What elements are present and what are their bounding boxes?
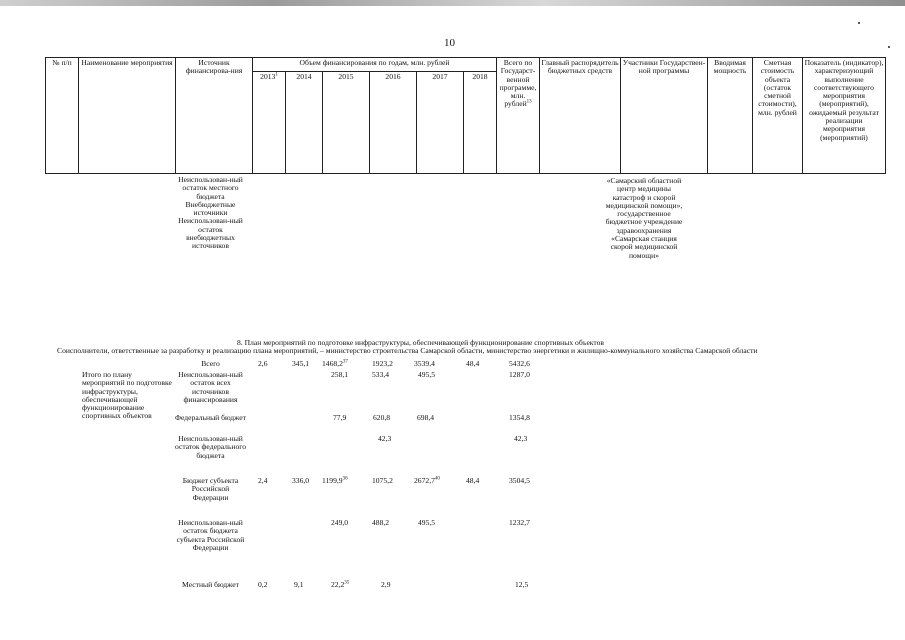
header-year: 2015: [323, 72, 370, 174]
cell-2017: 495,5: [418, 518, 436, 527]
cell-2013: 2,4: [258, 476, 268, 485]
cell-2018: 48,4: [466, 359, 480, 368]
cell-total: 3504,5: [509, 476, 530, 485]
cell-2017: 2672,7$^{40}$: [414, 476, 440, 485]
header-volume: Объем финансирования по годам, млн. рублей: [253, 58, 497, 72]
cell-2016: 2,9: [381, 580, 391, 589]
row-source: Неиспользован-ный остаток бюджета субъекта Российской Федерации: [176, 518, 245, 552]
cell-2014: 345,1: [292, 359, 310, 368]
header-year: 2017: [417, 72, 464, 174]
header-name: Наименование мероприятия: [79, 58, 176, 174]
header-source: Источник финансирова-ния: [176, 58, 253, 174]
cell-2016: 1923,2: [372, 359, 393, 368]
row-source: Неиспользован-ный остаток всех источников финансирования: [178, 370, 243, 404]
header-year: 2016: [370, 72, 417, 174]
cell-2018: 48,4: [466, 476, 480, 485]
header-table: [45, 57, 886, 174]
section-title: 8. План мероприятий по подготовке инфраструктуры, обеспечивающей функционирование спортивных объектов: [237, 338, 605, 347]
cell-2016: 42,3: [378, 434, 392, 443]
cell-total: 1287,0: [509, 370, 530, 379]
header-indicator: Показатель (индикатор), характеризующий выполнение соответствующего мероприятия (мероприятий), ожидаемый результат реализации мероприятия (мероприятий): [803, 58, 886, 174]
header-year: 2014: [286, 72, 323, 174]
cell-2015: 1199,9$^{36}$: [322, 476, 348, 485]
cell-2016: 488,2: [372, 518, 390, 527]
cell-2015: 22,2$^{35}$: [331, 580, 350, 589]
cell-2014: 9,1: [294, 580, 304, 589]
cell-2017: 3539,4: [414, 359, 435, 368]
cell-2015: 1468,2$^{37}$: [322, 359, 348, 368]
cell-2016: 1075,2: [372, 476, 393, 485]
continued-sources: Неиспользован-ный остаток местного бюджета Внебюджетные источники Неиспользован-ный остаток внебюджетных источников: [178, 175, 243, 251]
section-subtitle: Соисполнители, ответственные за разработку и реализацию плана мероприятий, – министерство строительства Самарской области, министерство энергетики и жилищно-коммунального хозяйства Самарской области: [57, 346, 758, 355]
plan-item-name: Итого по плану мероприятий по подготовке инфраструктуры, обеспечивающей функционирование спортивных объектов: [82, 370, 172, 421]
header-num: № п/п: [46, 58, 79, 174]
cell-total: 5432,6: [509, 359, 530, 368]
cell-total: 1354,8: [509, 413, 530, 422]
header-total: Всего по Государст-венной программе, млн. рублей$^{13}$: [497, 58, 540, 174]
header-cost: Сметная стоимость объекта (остаток сметной стоимости), млн. рублей: [753, 58, 803, 174]
row-source: Всего: [201, 359, 220, 368]
cell-2013: 2,6: [258, 359, 268, 368]
scan-speck: [888, 46, 890, 48]
continued-participants: «Самарский областной центр медицины катастроф и скорой медицинской помощи», государственное бюджетное учреждение здравоохранения «Самарская станция скорой медицинской помощи»: [605, 176, 683, 260]
header-year: 2013$^1$: [253, 72, 286, 174]
cell-2013: 0,2: [258, 580, 268, 589]
cell-2017: 495,5: [418, 370, 436, 379]
cell-2016: 620,8: [373, 413, 391, 422]
row-source: Местный бюджет: [182, 580, 239, 589]
scan-top-band: [0, 0, 905, 6]
row-source: Федеральный бюджет: [175, 413, 246, 422]
header-participants: Участники Государствен-ной программы: [621, 58, 708, 174]
cell-2015: 77,9: [333, 413, 347, 422]
cell-2016: 533,4: [372, 370, 390, 379]
header-manager: Главный распорядитель бюджетных средств: [540, 58, 621, 174]
header-year: 2018: [464, 72, 497, 174]
cell-2015: 258,1: [331, 370, 349, 379]
cell-total: 12,5: [515, 580, 529, 589]
cell-2017: 698,4: [417, 413, 435, 422]
scan-speck: [858, 22, 860, 24]
cell-2014: 336,0: [292, 476, 310, 485]
header-capacity: Вводимая мощность: [708, 58, 753, 174]
cell-total: 1232,7: [509, 518, 530, 527]
cell-total: 42,3: [514, 434, 528, 443]
page-number: 10: [444, 37, 455, 49]
row-source: Неиспользован-ный остаток федерального бюджета: [174, 434, 247, 460]
row-source: Бюджет субъекта Российской Федерации: [182, 476, 239, 502]
cell-2015: 249,0: [331, 518, 349, 527]
